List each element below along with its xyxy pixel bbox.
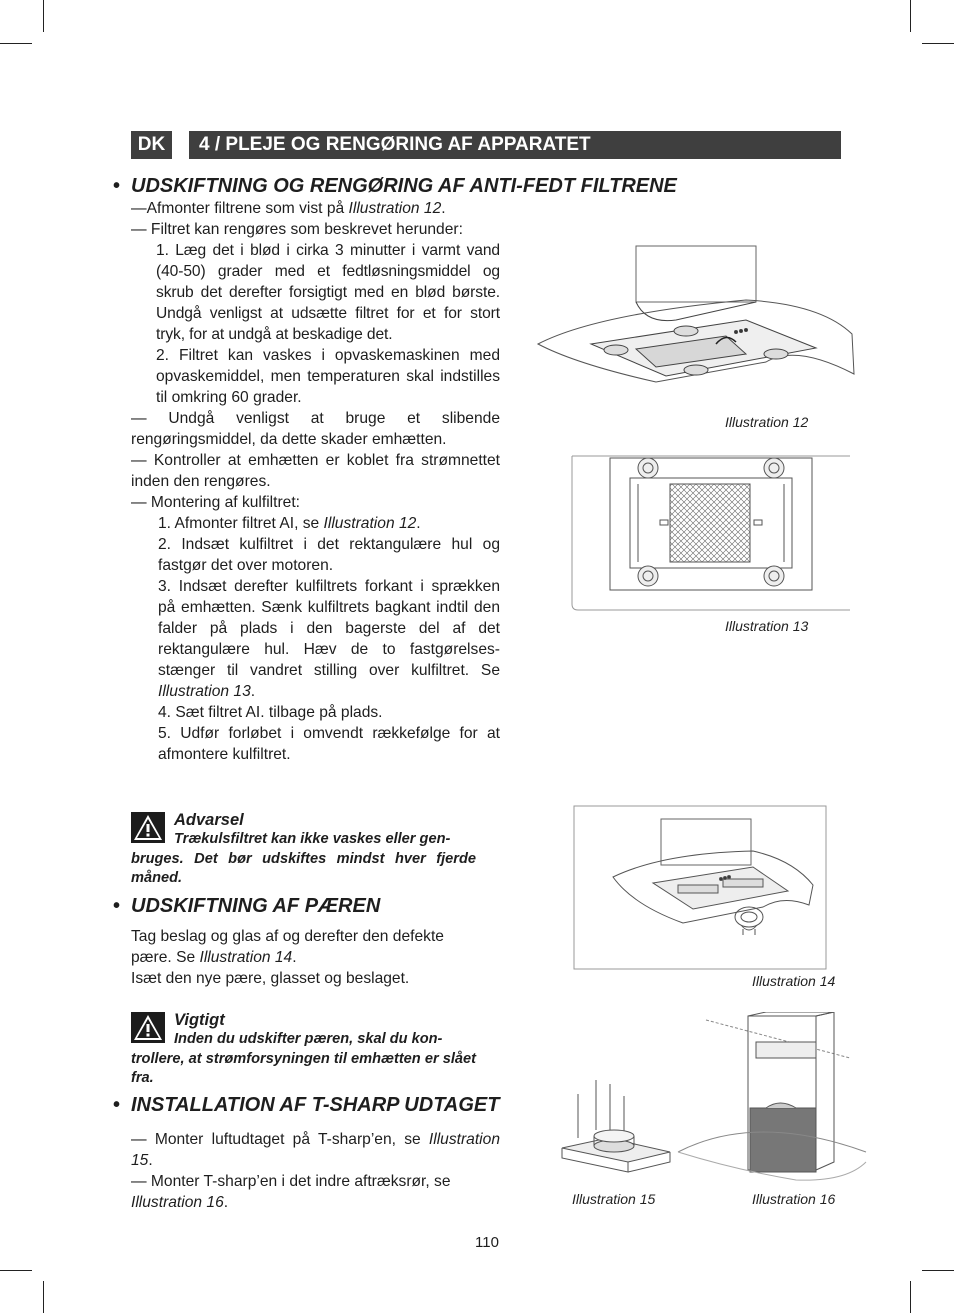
warning-body: Trækulsfiltret kan ikke vaskes eller gen- bruges. Det bør udskiftes mindst hver fjerde måned. bbox=[131, 831, 476, 886]
section2-text bbox=[131, 926, 476, 989]
crop-mark bbox=[910, 1281, 911, 1313]
bullet-icon: • bbox=[113, 175, 121, 197]
list-item: 4. Sæt filtret AI. tilbage på plads. bbox=[158, 704, 383, 721]
language-badge: DK bbox=[131, 131, 172, 159]
list-item: 1. Læg det i blød i cirka 3 minutter i varmt vand (40-50) grader med et fedtløsningsmiddel og skrub det derefter forsigtigt med en blød børste. Undgå venligst at udsætte filtret for et for stort tryk, for at undgå at beskadige det. bbox=[156, 242, 500, 343]
paragraph: — Montering af kulfiltret: bbox=[131, 494, 300, 511]
crop-mark bbox=[922, 43, 954, 44]
tsharp-chimney-illustration bbox=[676, 1012, 868, 1190]
crop-mark bbox=[43, 1281, 44, 1313]
section-heading-filters: • UDSKIFTNING OG RENGØRING AF ANTI-FEDT FILTRENE bbox=[113, 175, 677, 197]
paragraph: —Afmonter filtrene som vist på Illustration 12. bbox=[131, 200, 446, 217]
caption-ill15: Illustration 15 bbox=[572, 1191, 656, 1207]
paragraph: — Filtret kan rengøres som beskrevet herunder: bbox=[131, 221, 463, 238]
warning-box bbox=[131, 810, 476, 889]
section-heading-tsharp: • INSTALLATION AF T-SHARP UDTAGET bbox=[113, 1094, 500, 1116]
section1-text bbox=[131, 198, 500, 765]
paragraph: — Monter luftudtaget på T-sharp’en, se Illustration 15. bbox=[131, 1131, 500, 1169]
chapter-title: 4 / PLEJE OG RENGØRING AF APPARATET bbox=[189, 131, 841, 159]
crop-mark bbox=[922, 1270, 954, 1271]
page-number: 110 bbox=[475, 1234, 499, 1251]
paragraph: Isæt den nye pære, glasset og beslaget. bbox=[131, 970, 410, 987]
caption-ill12: Illustration 12 bbox=[725, 414, 809, 430]
list-item: 1. Afmonter filtret AI, se Illustration 12. bbox=[158, 515, 421, 532]
paragraph: — Undgå venligst at bruge et slibende rengøringsmiddel, da dette skader emhætten. bbox=[131, 410, 500, 448]
carbon-filter-illustration bbox=[570, 454, 852, 614]
list-item: 5. Udfør forløbet i omvendt rækkefølge for at afmontere kulfiltret. bbox=[158, 725, 500, 763]
list-item: 3. Indsæt derefter kulfiltrets forkant i sprækken på emhætten. Sænk kulfiltrets bagkant indtil den falder på plads i den bagerste del af det rektangulære hul. Hæv de to fastgørelses-stænger til vandret stilling over kulfiltret. Se Illustration 13. bbox=[158, 578, 500, 700]
section-heading-bulb: • UDSKIFTNING AF PÆREN bbox=[113, 895, 381, 917]
crop-mark bbox=[910, 0, 911, 32]
section3-text bbox=[131, 1129, 500, 1213]
important-body: Inden du udskifter pæren, skal du kon- trollere, at strømforsyningen til emhætten er slået fra. bbox=[131, 1031, 476, 1086]
caption-ill16: Illustration 16 bbox=[752, 1191, 836, 1207]
caption-ill13: Illustration 13 bbox=[725, 618, 809, 634]
caption-ill14: Illustration 14 bbox=[752, 973, 836, 989]
bulb-replacement-illustration bbox=[573, 805, 829, 971]
important-title: Vigtigt bbox=[174, 1011, 225, 1029]
bullet-icon: • bbox=[113, 895, 121, 917]
bullet-icon: • bbox=[113, 1094, 121, 1116]
important-box bbox=[131, 1010, 476, 1089]
crop-mark bbox=[0, 43, 32, 44]
warning-title: Advarsel bbox=[174, 811, 244, 829]
paragraph: — Kontroller at emhætten er koblet fra strømnettet inden den rengøres. bbox=[131, 452, 500, 490]
air-outlet-illustration bbox=[558, 1076, 674, 1186]
list-item: 2. Indsæt kulfiltret i det rektangulære hul og fastgør det over motoren. bbox=[158, 536, 500, 574]
warning-icon bbox=[131, 1012, 165, 1043]
crop-mark bbox=[43, 0, 44, 32]
list-item: 2. Filtret kan vaskes i opvaskemaskinen med opvaskemiddel, men temperaturen skal indstilles til omkring 60 grader. bbox=[156, 347, 500, 406]
paragraph: Tag beslag og glas af og derefter den defekte pære. Se Illustration 14. bbox=[131, 928, 444, 966]
hood-filter-illustration bbox=[536, 244, 858, 384]
warning-icon bbox=[131, 812, 165, 843]
paragraph: — Monter T-sharp’en i det indre aftræksrør, se Illustration 16. bbox=[131, 1173, 451, 1211]
crop-mark bbox=[0, 1270, 32, 1271]
